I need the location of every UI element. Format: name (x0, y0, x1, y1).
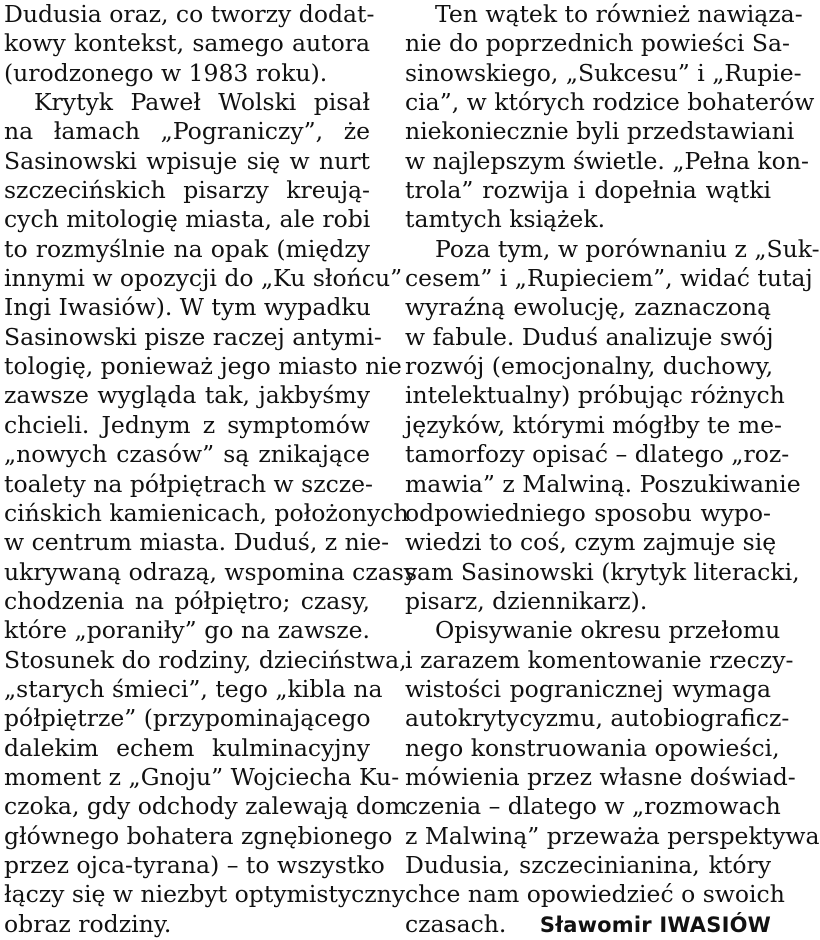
closing-line (405, 910, 771, 939)
right-column-line: tamtych książek. (405, 205, 606, 234)
right-column-line: w najlepszym świetle. „Pełna kon- (405, 146, 809, 175)
left-column-line: „nowych czasów” są znikające (4, 440, 370, 469)
right-column-line: wyraźną ewolucję, zaznaczoną (405, 293, 771, 322)
left-column-line: chcieli. Jednym z symptomów (4, 410, 370, 439)
left-column-line: w centrum miasta. Duduś, z nie- (4, 528, 390, 557)
right-column-line: sam Sasinowski (krytyk literacki, (405, 557, 800, 586)
left-column-line: Stosunek do rodziny, dzieciństwa, (4, 645, 407, 674)
right-column-line: chce nam opowiedzieć o swoich (405, 880, 785, 909)
right-column-line: nego konstruowania opowieści, (405, 733, 780, 762)
right-column-line: języków, którymi mógłby te me- (405, 410, 782, 439)
left-column-line: innymi w opozycji do „Ku słońcu” (4, 264, 403, 293)
right-column-line: wistości pogranicznej wymaga (405, 674, 771, 703)
left-column-line: „starych śmieci”, tego „kibla na (4, 674, 383, 703)
right-column-line: sinowskiego, „Sukcesu” i „Rupie- (405, 58, 802, 87)
right-column-line: Ten wątek to również nawiąza- (435, 0, 803, 28)
left-column-line: to rozmyślnie na opak (między (4, 234, 370, 263)
right-column-line: mawia” z Malwiną. Poszukiwanie (405, 469, 801, 498)
left-column-line: półpiętrze” (przypominającego (4, 704, 371, 733)
left-column-line: (urodzonego w 1983 roku). (4, 58, 328, 87)
left-column-line: chodzenia na półpiętro; czasy, (4, 586, 370, 615)
right-column-line: nie do poprzednich powieści Sa- (405, 29, 790, 58)
right-column-line: cesem” i „Rupieciem”, widać tutaj (405, 264, 813, 293)
left-column-line: Krytyk Paweł Wolski pisał (34, 88, 370, 117)
author-signature: Sławomir IWASIÓW (539, 912, 771, 937)
right-column-line: mówienia przez własne doświad- (405, 762, 796, 791)
left-column-line: które „poraniły” go na zawsze. (4, 616, 370, 645)
right-column-line: Poza tym, w porównaniu z „Suk- (435, 234, 820, 263)
left-column-line: zawsze wygląda tak, jakbyśmy (4, 381, 370, 410)
left-column-line: Sasinowski pisze raczej antymi- (4, 322, 382, 351)
left-column-line: cych mitologię miasta, ale robi (4, 205, 371, 234)
left-column-line: Sasinowski wpisuje się w nurt (4, 146, 370, 175)
left-column-line: głównego bohatera zgnębionego (4, 821, 393, 850)
left-column-line: szczecińskich pisarzy kreują- (4, 176, 370, 205)
closing-text: czasach. (405, 909, 507, 938)
right-column-line: Opisywanie okresu przełomu (435, 616, 781, 645)
right-column-line: i zarazem komentowanie rzeczy- (405, 645, 794, 674)
left-column-line: toalety na półpiętrach w szcze- (4, 469, 373, 498)
left-column-line: dalekim echem kulminacyjny (4, 733, 370, 762)
left-column-line: moment z „Gnoju” Wojciecha Ku- (4, 762, 400, 791)
left-column-line: ukrywaną odrazą, wspomina czasy (4, 557, 418, 586)
left-column-line: tologię, ponieważ jego miasto nie (4, 352, 402, 381)
article-right-column (405, 0, 820, 939)
right-column-line: rozwój (emocjonalny, duchowy, (405, 352, 774, 381)
right-column-line: z Malwiną” przeważa perspektywa (405, 821, 820, 850)
left-column-line: Dudusia oraz, co tworzy dodat- (4, 0, 375, 28)
right-column-line: trola” rozwija i dopełnia wątki (405, 176, 771, 205)
right-column-line: autokrytycyzmu, autobiograficz- (405, 704, 790, 733)
left-column-line: cińskich kamienicach, położonych (4, 498, 409, 527)
left-column-line: kowy kontekst, samego autora (4, 29, 370, 58)
right-column-line: czenia – dlatego w „rozmowach (405, 792, 781, 821)
left-column-line: łączy się w niezbyt optymistyczny (4, 880, 406, 909)
right-column-line: tamorfozy opisać – dlatego „roz- (405, 440, 790, 469)
left-column-line: na łamach „Pograniczy”, że (4, 117, 370, 146)
left-column-line: obraz rodziny. (4, 909, 172, 938)
right-column-line: wiedzi to coś, czym zajmuje się (405, 528, 777, 557)
left-column-line: czoka, gdy odchody zalewają dom (4, 792, 408, 821)
right-column-line: pisarz, dziennikarz). (405, 586, 648, 615)
left-column-line: Ingi Iwasiów). W tym wypadku (4, 293, 371, 322)
article-left-column (4, 0, 418, 939)
right-column-line: odpowiedniego sposobu wypo- (405, 498, 771, 527)
left-column-line: przez ojca-tyrana) – to wszystko (4, 850, 385, 879)
right-column-line: cia”, w których rodzice bohaterów (405, 88, 815, 117)
right-column-line: intelektualny) próbując różnych (405, 381, 785, 410)
right-column-line: w fabule. Duduś analizuje swój (405, 322, 774, 351)
right-column-line: niekoniecznie byli przedstawiani (405, 117, 795, 146)
right-column-line: Dudusia, szczecinianina, który (405, 850, 771, 879)
